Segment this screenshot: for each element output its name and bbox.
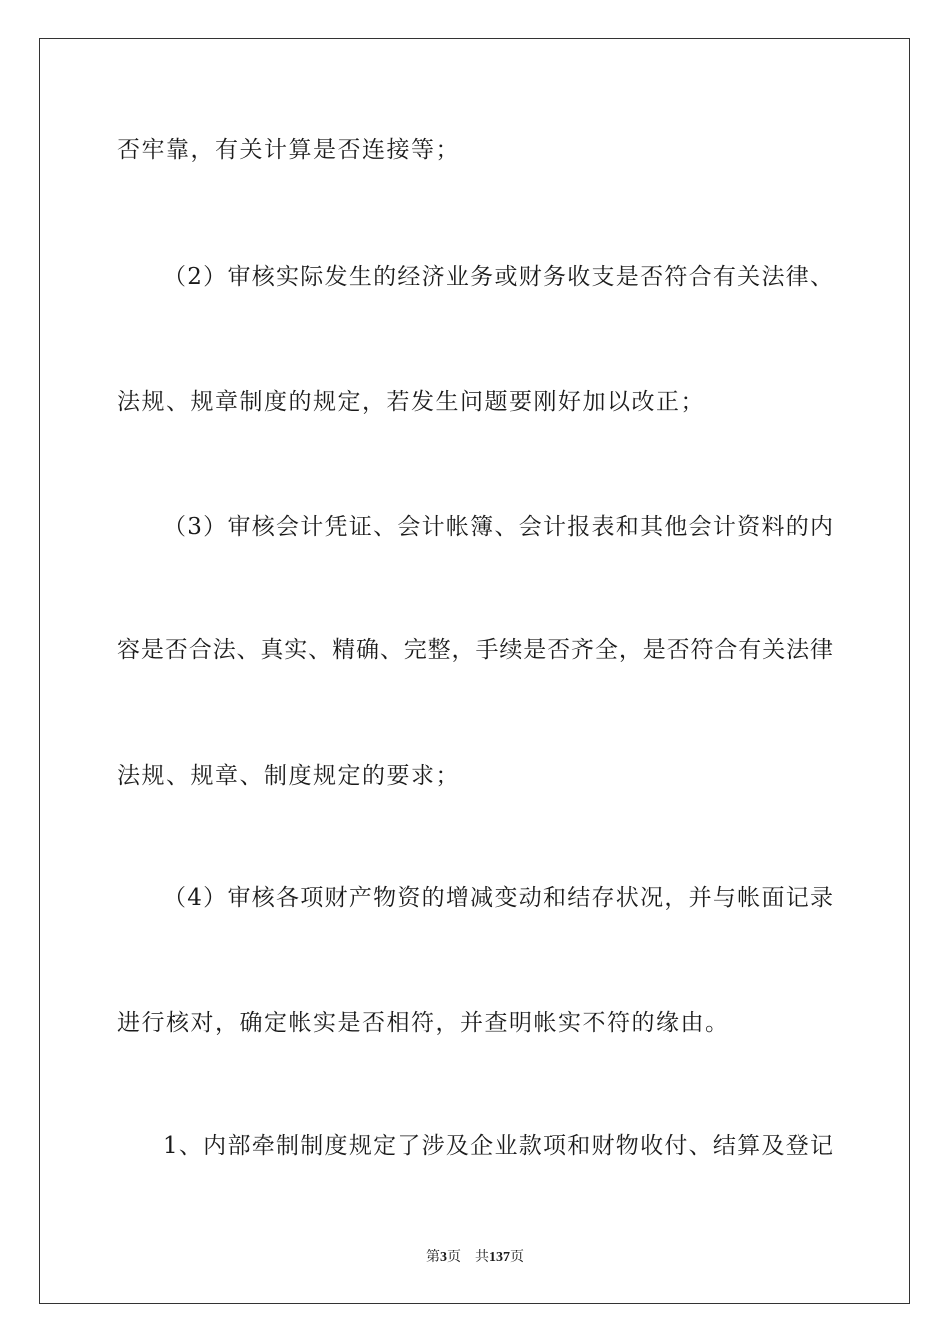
body-line-5: 容是否合法、真实、精确、完整，手续是否齐全，是否符合有关法律	[117, 637, 833, 663]
body-line-4: （3）审核会计凭证、会计帐簿、会计报表和其他会计资料的内	[163, 514, 833, 540]
body-line-8: 进行核对，确定帐实是否相符，并查明帐实不符的缘由。	[117, 1010, 730, 1036]
footer-total-suffix: 页	[510, 1249, 524, 1265]
body-line-2: （2）审核实际发生的经济业务或财务收支是否符合有关法律、	[163, 264, 833, 290]
page-footer	[0, 1248, 950, 1267]
footer-total-prefix: 共	[475, 1249, 489, 1265]
footer-page-prefix: 第	[426, 1249, 440, 1265]
body-line-9: 1、内部牵制制度规定了涉及企业款项和财物收付、结算及登记	[163, 1133, 833, 1159]
footer-total-pages: 137	[489, 1250, 510, 1265]
footer-page-suffix: 页	[447, 1249, 461, 1265]
page-border	[39, 38, 910, 1304]
body-line-7: （4）审核各项财产物资的增减变动和结存状况，并与帐面记录	[163, 885, 833, 911]
body-line-1: 否牢靠，有关计算是否连接等；	[117, 137, 460, 163]
footer-page-number: 3	[440, 1250, 447, 1265]
body-line-3: 法规、规章制度的规定，若发生问题要刚好加以改正；	[117, 389, 705, 415]
body-line-6: 法规、规章、制度规定的要求；	[117, 763, 460, 789]
